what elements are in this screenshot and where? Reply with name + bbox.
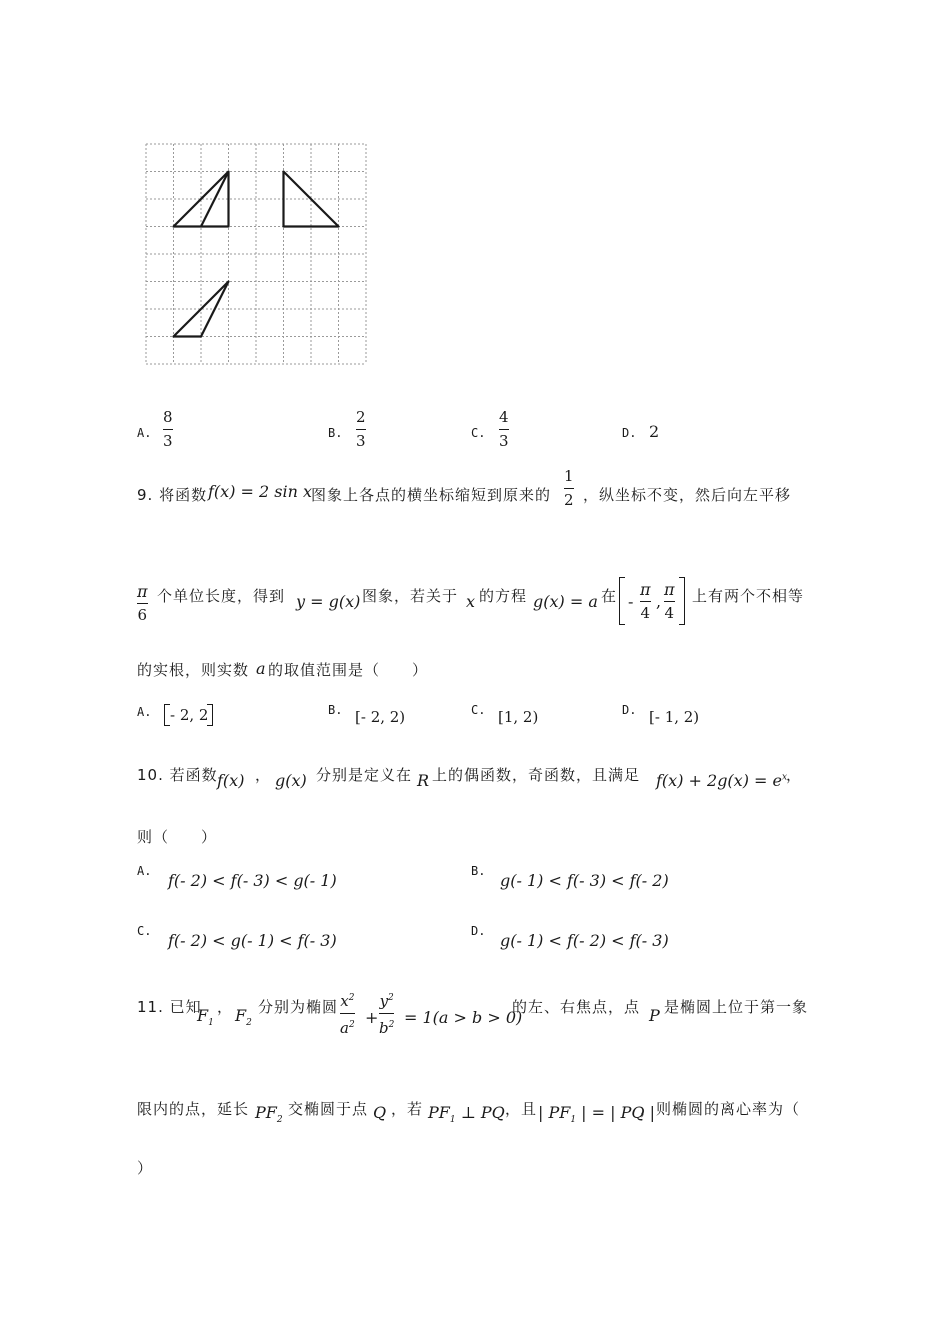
fraction-pi-over-4: π 4 [664, 580, 675, 622]
three-view-figure [140, 138, 372, 370]
fraction: 2 3 [356, 408, 366, 450]
interval-right-bracket [679, 577, 685, 625]
fraction: 8 3 [163, 408, 173, 450]
fraction-y2-over-b2: $y^2$ $b^2$ [379, 992, 395, 1037]
fraction-pi-over-4: π 4 [640, 580, 651, 622]
fraction-pi-over-6: π 6 [137, 582, 148, 624]
fraction-x2-over-a2: $x^2$ $a^2$ [340, 992, 355, 1037]
front-view-inner-edge [201, 172, 229, 227]
front-view-triangle [174, 172, 229, 227]
fraction: 4 3 [499, 408, 509, 450]
interval-left-bracket [619, 577, 625, 625]
fraction-one-half: 1 2 [564, 467, 574, 509]
